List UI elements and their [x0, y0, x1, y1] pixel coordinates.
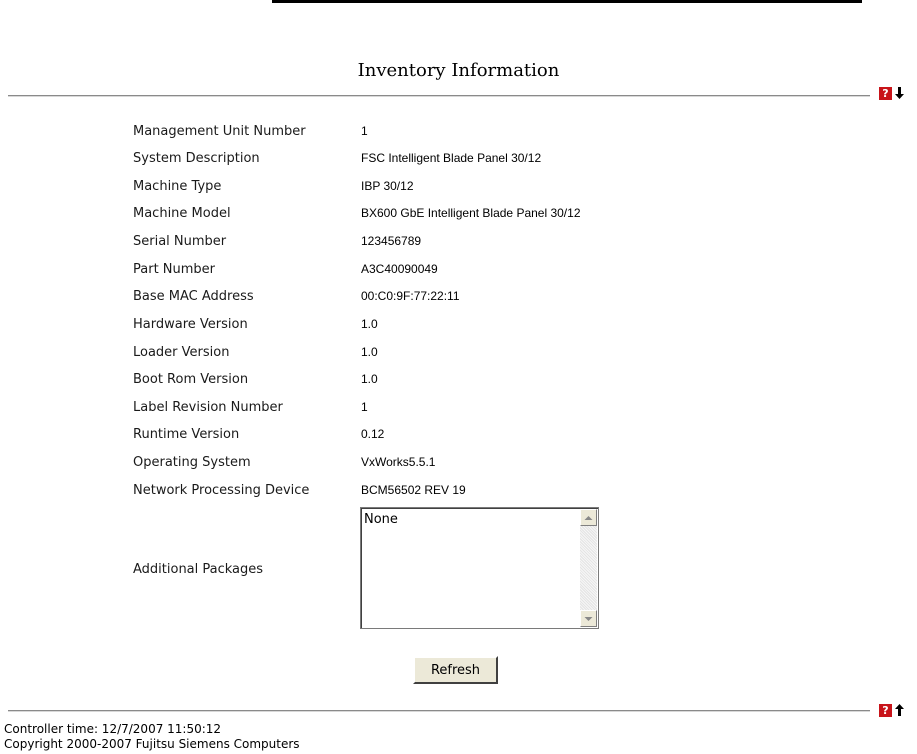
- info-label: Operating System: [133, 454, 251, 470]
- info-row-loader-version: [133, 342, 378, 362]
- page-title: Inventory Information: [357, 60, 560, 81]
- info-value: 00:C0:9F:77:22:11: [361, 289, 460, 303]
- scroll-up-button[interactable]: [580, 509, 597, 526]
- info-row-runtime-version: [133, 424, 384, 444]
- info-value: 1: [361, 124, 368, 138]
- scroll-up-icon: [584, 515, 593, 521]
- info-row-management-unit: [133, 121, 368, 141]
- info-value: VxWorks5.5.1: [361, 455, 436, 469]
- info-row-operating-system: [133, 452, 435, 472]
- refresh-button[interactable]: Refresh: [413, 656, 498, 684]
- top-divider-bar: [272, 0, 862, 3]
- info-value: A3C40090049: [361, 262, 438, 276]
- info-value: 1.0: [361, 372, 378, 386]
- info-row-system-description: [133, 148, 541, 168]
- info-label: System Description: [133, 150, 260, 166]
- header-rule: [8, 95, 870, 97]
- info-value: IBP 30/12: [361, 179, 414, 193]
- info-value: 1.0: [361, 345, 378, 359]
- bottom-nav-icons: [879, 703, 906, 717]
- info-value: 1: [361, 400, 368, 414]
- info-row-boot-rom-version: [133, 369, 378, 389]
- info-row-machine-type: [133, 176, 414, 196]
- info-row-network-processing-device: [133, 480, 466, 500]
- info-row-serial-number: [133, 231, 421, 251]
- textarea-scrollbar[interactable]: [580, 509, 597, 627]
- additional-packages-label: Additional Packages: [133, 562, 264, 577]
- info-value: 123456789: [361, 234, 422, 248]
- controller-time: Controller time: 12/7/2007 11:50:12: [4, 722, 222, 736]
- info-label: Hardware Version: [133, 316, 248, 332]
- footer: [4, 722, 300, 752]
- info-label: Base MAC Address: [133, 288, 254, 304]
- footer-rule: [8, 710, 870, 712]
- info-row-part-number: [133, 259, 438, 279]
- arrow-down-icon[interactable]: [893, 86, 906, 100]
- info-row-base-mac: [133, 286, 460, 306]
- info-label: Machine Type: [133, 178, 222, 194]
- copyright-text: Copyright 2000-2007 Fujitsu Siemens Computers: [4, 737, 300, 751]
- info-label: Runtime Version: [133, 426, 240, 442]
- arrow-up-icon[interactable]: [893, 703, 906, 717]
- info-value: BX600 GbE Intelligent Blade Panel 30/12: [361, 206, 581, 220]
- info-label: Boot Rom Version: [133, 371, 249, 387]
- info-label: Machine Model: [133, 205, 231, 221]
- info-label: Loader Version: [133, 344, 230, 360]
- info-row-machine-model: [133, 203, 581, 223]
- info-label: Management Unit Number: [133, 123, 306, 139]
- help-icon[interactable]: ?: [879, 87, 892, 100]
- info-value: 1.0: [361, 317, 378, 331]
- scroll-down-icon: [584, 616, 593, 622]
- info-value: FSC Intelligent Blade Panel 30/12: [361, 151, 542, 165]
- help-icon[interactable]: ?: [879, 704, 892, 717]
- info-label: Label Revision Number: [133, 399, 283, 415]
- top-nav-icons: [879, 86, 906, 100]
- additional-packages-value: None: [364, 512, 398, 527]
- info-value: 0.12: [361, 427, 385, 441]
- info-label: Part Number: [133, 261, 216, 277]
- info-label: Serial Number: [133, 233, 227, 249]
- info-value: BCM56502 REV 19: [361, 483, 466, 497]
- info-row-label-revision: [133, 397, 368, 417]
- additional-packages-textarea[interactable]: [360, 507, 599, 629]
- info-row-hardware-version: [133, 314, 378, 334]
- scroll-down-button[interactable]: [580, 610, 597, 627]
- info-label: Network Processing Device: [133, 482, 310, 498]
